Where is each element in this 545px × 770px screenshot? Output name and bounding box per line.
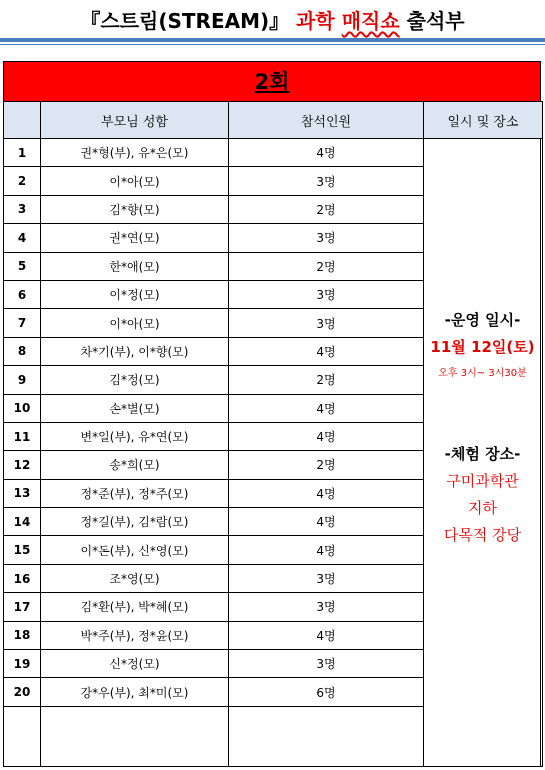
operation-time: 오후 3시~ 3시30분 (438, 368, 527, 379)
table-header-row (4, 102, 543, 139)
attendee-count-cell: 4명 (229, 394, 424, 422)
title-underline (0, 38, 545, 42)
attendee-count-cell: 4명 (229, 337, 424, 365)
attendee-count-cell: 6명 (229, 678, 424, 706)
parent-name-cell: 조*영(모) (41, 564, 229, 592)
attendee-count-cell: 3명 (229, 280, 424, 308)
row-number: 11 (4, 422, 41, 450)
parent-name-cell: 변*일(부), 유*연(모) (41, 422, 229, 450)
attendee-count-cell: 3명 (229, 564, 424, 592)
place-line: 다목적 강당 (443, 526, 522, 544)
empty-cell (4, 706, 41, 766)
row-number: 10 (4, 394, 41, 422)
parent-name-cell: 김*정(모) (41, 366, 229, 394)
session-banner: 2회 (3, 61, 541, 102)
event-info (424, 139, 541, 767)
attendee-count-cell: 4명 (229, 479, 424, 507)
empty-cell (41, 706, 229, 766)
attendee-count-cell: 2명 (229, 451, 424, 479)
attendee-count-cell: 4명 (229, 139, 424, 167)
parent-name-cell: 손*별(모) (41, 394, 229, 422)
operation-date: 11월 12일(토) (430, 338, 535, 356)
row-number: 1 (4, 139, 41, 167)
title-prefix: 『스트림(STREAM)』 (80, 9, 297, 33)
header-attendees: 참석인원 (229, 102, 424, 139)
parent-name-cell: 송*희(모) (41, 451, 229, 479)
row-number: 12 (4, 451, 41, 479)
parent-name-cell: 권*연(모) (41, 224, 229, 252)
page-title (0, 0, 545, 40)
row-number: 16 (4, 564, 41, 592)
header-no (4, 102, 41, 139)
parent-name-cell: 정*길(부), 김*람(모) (41, 508, 229, 536)
operation-label: -운영 일시- (444, 311, 521, 329)
row-number: 20 (4, 678, 41, 706)
parent-name-cell: 권*형(부), 유*은(모) (41, 139, 229, 167)
attendee-count-cell: 3명 (229, 650, 424, 678)
parent-name-cell: 한*애(모) (41, 252, 229, 280)
header-date-place: 일시 및 장소 (424, 102, 543, 139)
place-line: 지하 (468, 499, 497, 517)
parent-name-cell: 박*주(부), 정*윤(모) (41, 621, 229, 649)
row-number: 15 (4, 536, 41, 564)
attendee-count-cell: 4명 (229, 422, 424, 450)
empty-cell (229, 706, 424, 766)
row-number: 3 (4, 195, 41, 223)
row-number: 8 (4, 337, 41, 365)
title-suffix: 출석부 (399, 9, 465, 33)
title-underline-thin (0, 44, 545, 45)
header-parent-name: 부모님 성함 (41, 102, 229, 139)
row-number: 18 (4, 621, 41, 649)
parent-name-cell: 정*준(부), 정*주(모) (41, 479, 229, 507)
row-number: 14 (4, 508, 41, 536)
attendee-count-cell: 2명 (229, 366, 424, 394)
parent-name-cell: 차*기(부), 이*향(모) (41, 337, 229, 365)
parent-name-cell: 강*우(부), 최*미(모) (41, 678, 229, 706)
row-number: 7 (4, 309, 41, 337)
parent-name-cell: 김*환(부), 박*혜(모) (41, 593, 229, 621)
title-space (335, 9, 342, 33)
parent-name-cell: 김*향(모) (41, 195, 229, 223)
row-number: 9 (4, 366, 41, 394)
place-line: 구미과학관 (446, 472, 519, 490)
title-magic-show: 매직쇼 (341, 9, 400, 33)
row-number: 5 (4, 252, 41, 280)
attendee-count-cell: 4명 (229, 508, 424, 536)
attendee-count-cell: 3명 (229, 593, 424, 621)
row-number: 13 (4, 479, 41, 507)
title-science: 과학 (296, 9, 335, 33)
attendee-count-cell: 2명 (229, 252, 424, 280)
place-label: -체험 장소- (444, 445, 521, 463)
row-number: 17 (4, 593, 41, 621)
attendee-count-cell: 3명 (229, 224, 424, 252)
attendee-count-cell: 3명 (229, 167, 424, 195)
row-number: 4 (4, 224, 41, 252)
attendee-count-cell: 4명 (229, 621, 424, 649)
row-number: 6 (4, 280, 41, 308)
parent-name-cell: 이*아(모) (41, 309, 229, 337)
row-number: 19 (4, 650, 41, 678)
attendee-count-cell: 2명 (229, 195, 424, 223)
parent-name-cell: 이*정(모) (41, 280, 229, 308)
parent-name-cell: 이*아(모) (41, 167, 229, 195)
parent-name-cell: 신*정(모) (41, 650, 229, 678)
row-number: 2 (4, 167, 41, 195)
parent-name-cell: 이*돈(부), 신*영(모) (41, 536, 229, 564)
attendee-count-cell: 4명 (229, 536, 424, 564)
attendee-count-cell: 3명 (229, 309, 424, 337)
